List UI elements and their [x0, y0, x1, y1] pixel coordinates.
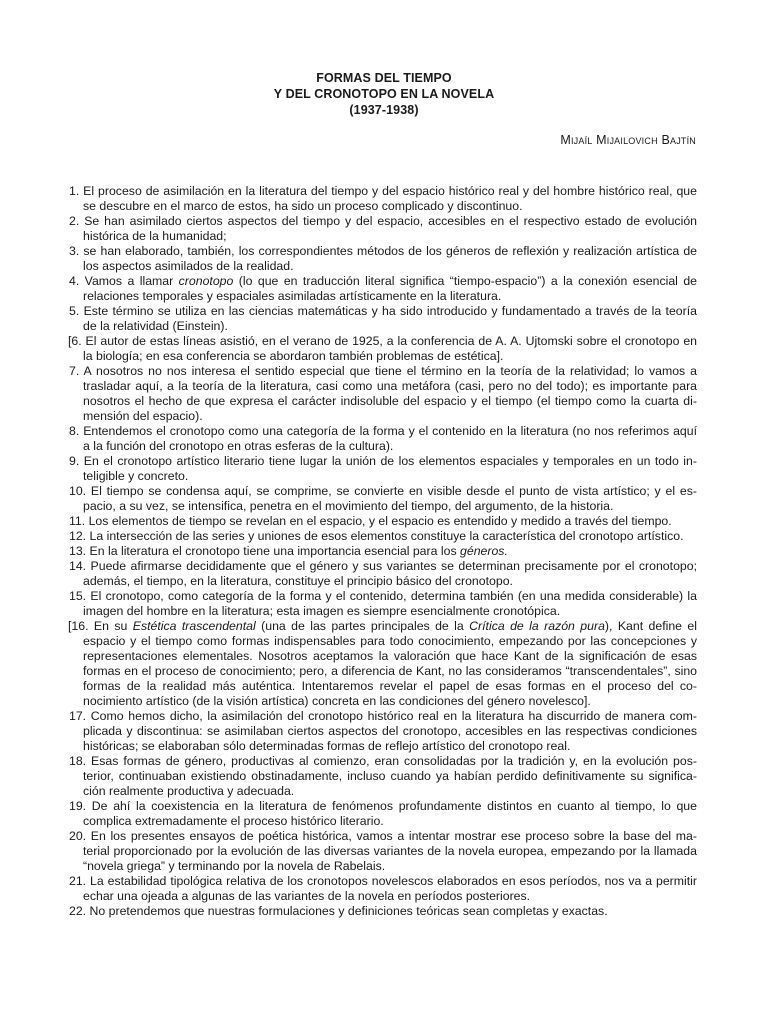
paragraph-item: 10. El tiempo se condensa aquí, se comprime, se convierte en visible desde el punto de vista artístico; y el espacio, a su vez, se intensifica, penetra en el movimiento del tiempo, del argumento, de la historia.: [69, 484, 697, 513]
paragraph-item: 17. Como hemos dicho, la asimilación del cronotopo histórico real en la literatura ha discurrido de manera complicada y discontinua: se asimilaban ciertos aspectos del cronotopo, accesibles en las respectivas condiciones históricas; se elaboraban sólo determinadas formas de reflejo artístico del cronotopo real.: [69, 709, 697, 753]
paragraph-item: 5. Este término se utiliza en las ciencias matemáticas y ha sido introducido y fundamentado a través de la teoría de la relatividad (Einstein).: [69, 304, 697, 333]
paragraph-item: 18. Esas formas de género, productivas al comienzo, eran consolidadas por la tradición y, en la evolución posterior, continuaban existiendo obstinadamente, incluso cuando ya habían perdido definitivamente su significación realmente productiva y adecuada.: [69, 754, 697, 798]
title-line-2: Y DEL CRONOTOPO EN LA NOVELA: [273, 87, 495, 101]
numbered-paragraph-list: [69, 184, 697, 919]
paragraph-item: 22. No pretendemos que nuestras formulaciones y definiciones teóricas sean completas y exactas.: [69, 904, 608, 918]
paragraph-item: 1. El proceso de asimilación en la literatura del tiempo y del espacio histórico real y del hombre histórico real, que se descubre en el marco de estos, ha sido un proceso complicado y discontinuo.: [69, 184, 697, 213]
paragraph-item: 12. La intersección de las series y uniones de esos elementos constituye la característica del cronotopo artístico.: [69, 529, 684, 543]
author-name: Mijaíl Mijailovich Bajtín: [560, 133, 696, 147]
paragraph-item: 9. En el cronotopo artístico literario tiene lugar la unión de los elementos espaciales y temporales en un todo inteligible y concreto.: [69, 454, 697, 483]
paragraph-item: 8. Entendemos el cronotopo como una categoría de la forma y el contenido en la literatura (no nos referimos aquí a la función del cronotopo en otras esferas de la cultura).: [69, 424, 697, 453]
paragraph-item: [16. En su Estética trascendental (una de las partes principales de la Crítica de la razón pura), Kant define el espacio y el tiempo como formas indispensables para todo conocimiento, empezando por las concepciones y representaciones elementales. Nosotros aceptamos la valoración que hace Kant de la significación de esas formas en el proceso de conocimiento; pero, a diferencia de Kant, no las consideramos “transcendentales”, sino formas de la realidad más auténtica. Intentaremos revelar el papel de esas formas en el proceso del conocimiento artístico (de la visión artística) concreta en las condiciones del género novelesco].: [68, 619, 697, 708]
title-line-1: FORMAS DEL TIEMPO: [316, 71, 452, 85]
paragraph-item: 4. Vamos a llamar cronotopo (lo que en traducción literal significa “tiempo-espacio”) a la conexión esencial de relaciones temporales y espaciales asimiladas artísticamente en la literatura.: [69, 274, 697, 303]
paragraph-item: 20. En los presentes ensayos de poética histórica, vamos a intentar mostrar ese proceso sobre la base del material proporcionado por la evolución de las diversas variantes de la novela europea, empezando por la llamada “novela griega” y terminando por la novela de Rabelais.: [69, 829, 697, 873]
paragraph-item: 14. Puede afirmarse decididamente que el género y sus variantes se determinan precisamente por el cronotopo; además, el tiempo, en la literatura, constituye el principio básico del cronotopo.: [69, 559, 697, 588]
paragraph-item: [6. El autor de estas líneas asistió, en el verano de 1925, a la conferencia de A. A. Ujtomski sobre el cronotopo en la biología; en esa conferencia se abordaron también problemas de estética].: [68, 334, 697, 363]
paragraph-item: 3. se han elaborado, también, los correspondientes métodos de los géneros de reflexión y realización artística de los aspectos asimilados de la realidad.: [69, 244, 697, 273]
paragraph-item: 7. A nosotros no nos interesa el sentido especial que tiene el término en la teoría de la relatividad; lo vamos a trasladar aquí, a la teoría de la literatura, casi como una metáfora (casi, pero no del todo); es importante para nosotros el hecho de que expresa el carácter indisoluble del espacio y el tiempo (el tiempo como la cuarta dimensión del espacio).: [69, 364, 697, 423]
paragraph-item: 19. De ahí la coexistencia en la literatura de fenómenos profundamente distintos en cuanto al tiempo, lo que complica extremadamente el proceso histórico literario.: [69, 799, 697, 828]
title-line-3: (1937-1938): [349, 103, 419, 117]
paragraph-item: 13. En la literatura el cronotopo tiene una importancia esencial para los géneros.: [69, 544, 508, 558]
paragraph-item: 15. El cronotopo, como categoría de la forma y el contenido, determina también (en una medida considerable) la imagen del hombre en la literatura; esta imagen es siempre esencialmente cronotópica.: [69, 589, 697, 618]
paragraph-item: 11. Los elementos de tiempo se revelan en el espacio, y el espacio es entendido y medido a través del tiempo.: [69, 514, 672, 528]
paragraph-item: 21. La estabilidad tipológica relativa de los cronotopos novelescos elaborados en esos períodos, nos va a permitir echar una ojeada a algunas de las variantes de la novela en períodos posteriores.: [69, 874, 697, 903]
paragraph-item: 2. Se han asimilado ciertos aspectos del tiempo y del espacio, accesibles en el respectivo estado de evolución histórica de la humanidad;: [69, 214, 697, 243]
title-block: [0, 70, 768, 118]
